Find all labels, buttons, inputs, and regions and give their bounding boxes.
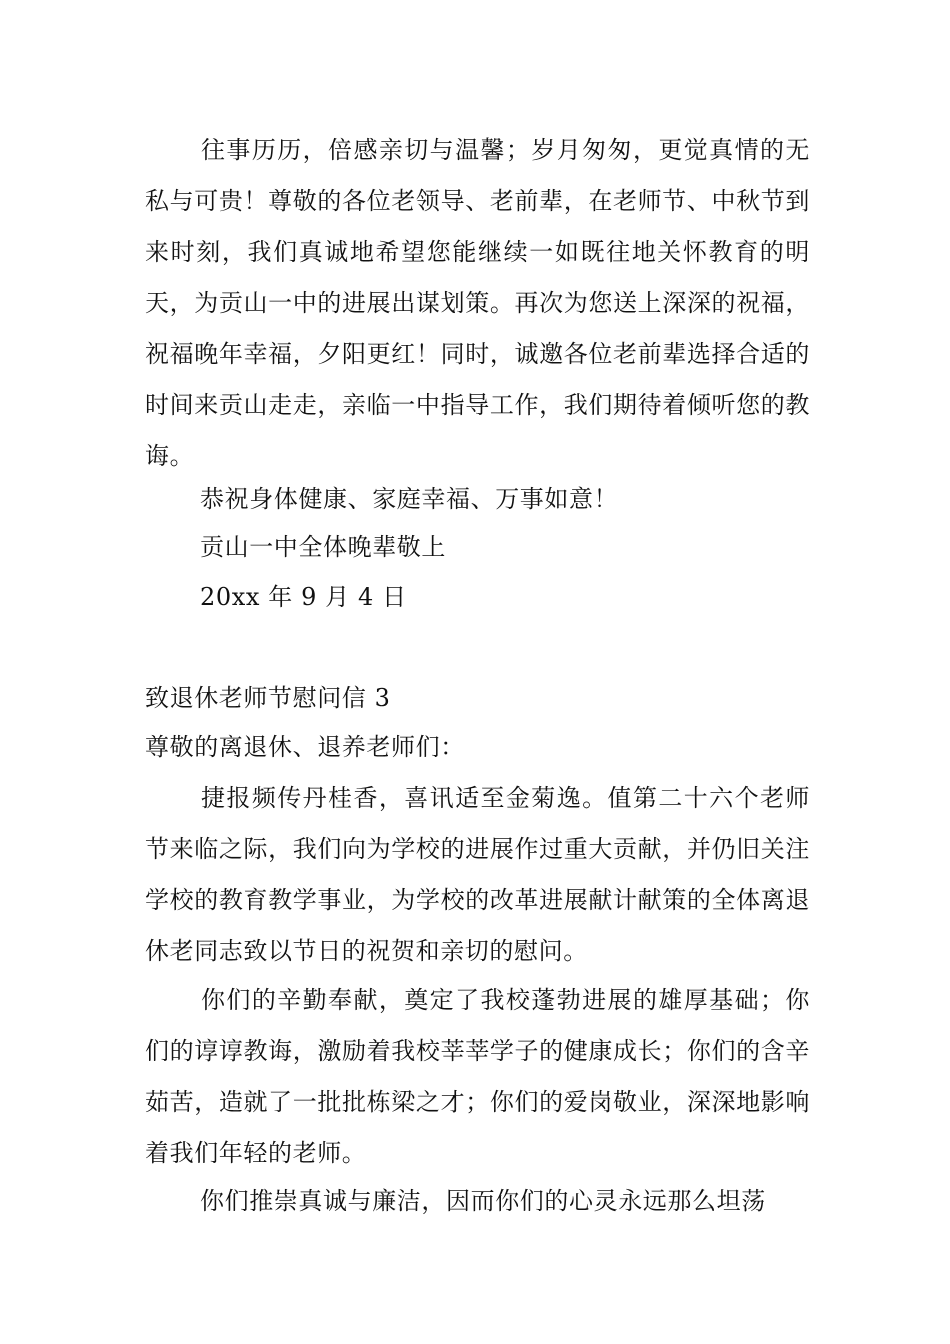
salutation: 尊敬的离退休、退养老师们： xyxy=(145,733,465,761)
signature-line: 贡山一中全体晚辈敬上 xyxy=(200,533,446,561)
paragraph-reflection: 往事历历，倍感亲切与温馨；岁月匆匆，更觉真情的无私与可贵！尊敬的各位老领导、老前辈，在老师节、中秋节到来时刻，我们真诚地希望您能继续一如既往地关怀教育的明天，为贡山一中的进展出谋划策。再次为您送上深深的祝福，祝福晚年幸福，夕阳更红！同时，诚邀各位老前辈选择合适的时间来贡山走走，亲临一中指导工作，我们期待着倾听您的教诲。 xyxy=(145,136,810,470)
wishes-line: 恭祝身体健康、家庭幸福、万事如意！ xyxy=(200,485,619,513)
paragraph-greeting: 捷报频传丹桂香，喜讯适至金菊逸。值第二十六个老师节来临之际，我们向为学校的进展作过重大贡献，并仍旧关注学校的教育教学事业，为学校的改革进展献计献策的全体离退休老同志致以节日的祝贺和亲切的慰问。 xyxy=(145,784,810,965)
paragraph-integrity: 你们推崇真诚与廉洁，因而你们的心灵永远那么坦荡 xyxy=(200,1187,766,1215)
paragraph-contribution: 你们的辛勤奉献，奠定了我校蓬勃进展的雄厚基础；你们的谆谆教诲，激励着我校莘莘学子的健康成长；你们的含辛茹苦，造就了一批批栋梁之才；你们的爱岗敬业，深深地影响着我们年轻的老师。 xyxy=(145,986,810,1167)
date-line: 20xx 年 9 月 4 日 xyxy=(200,583,407,611)
section-title: 致退休老师节慰问信 3 xyxy=(145,684,391,712)
